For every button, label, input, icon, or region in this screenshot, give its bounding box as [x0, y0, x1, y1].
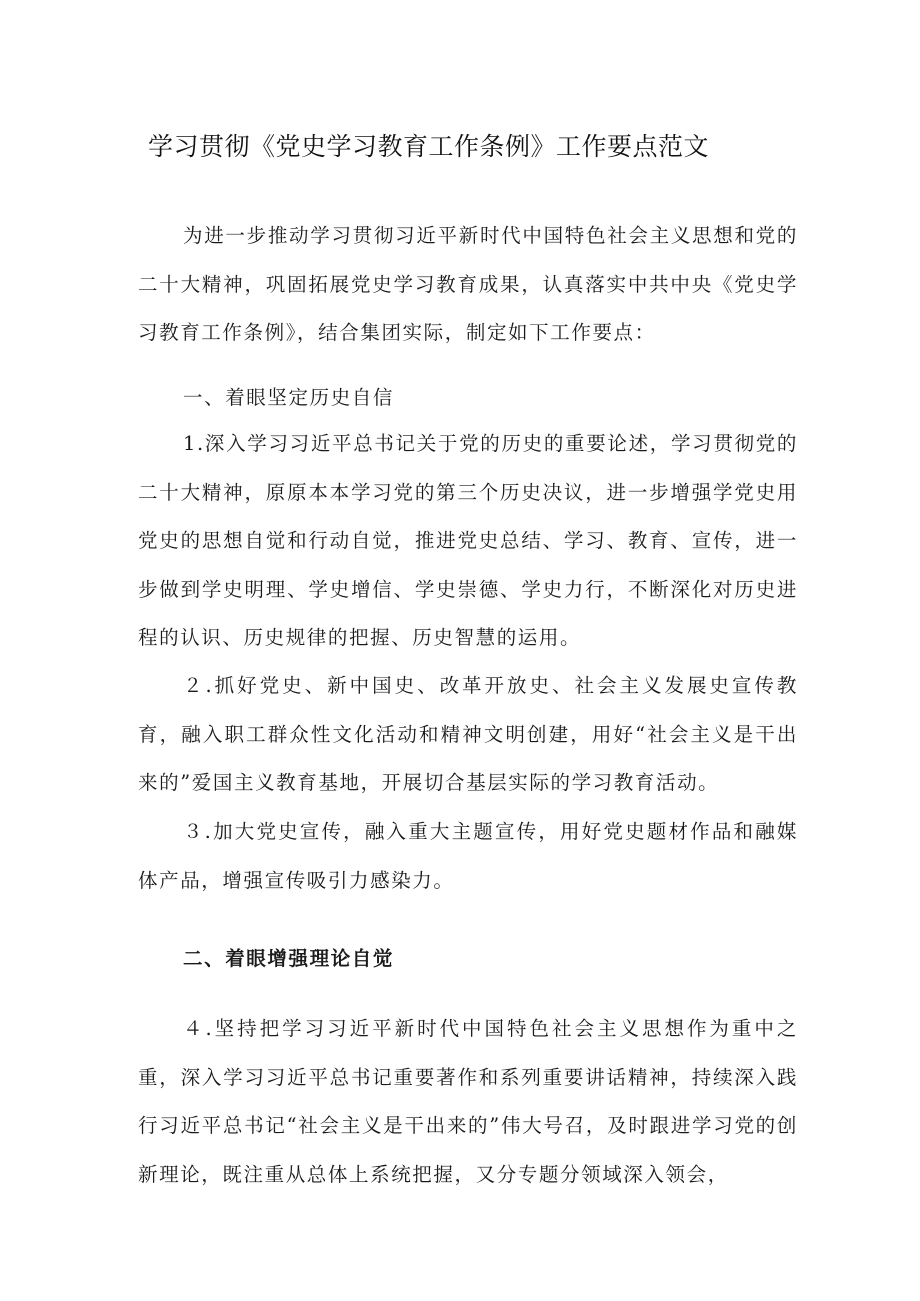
- section-one-heading: 一、着眼坚定历史自信: [183, 386, 395, 409]
- item-2-paragraph: ２.抓好党史、新中国史、改革开放史、社会主义发展史宣传教育，融入职工群众性文化活动和精神文明创建，用好“社会主义是干出来的”爱国主义教育基地，开展切合基层实际的学习教育活动。: [138, 674, 798, 794]
- item-4-paragraph: ４.坚持把学习习近平新时代中国特色社会主义思想作为重中之重，深入学习习近平总书记重要著作和系列重要讲话精神，持续深入践行习近平总书记“社会主义是干出来的”伟大号召，及时跟进学习党的创新理论，既注重从总体上系统把握，又分专题分领域深入领会，: [138, 1017, 798, 1186]
- item-1-paragraph: 1.深入学习习近平总书记关于党的历史的重要论述，学习贯彻党的二十大精神，原原本本学习党的第三个历史决议，进一步增强学党史用党史的思想自觉和行动自觉，推进党史总结、学习、教育、宣传，进一步做到学史明理、学史增信、学史崇德、学史力行，不断深化对历史进程的认识、历史规律的把握、历史智慧的运用。: [138, 432, 798, 649]
- document-title: 学习贯彻《党史学习教育工作条例》工作要点范文: [148, 132, 710, 161]
- item-3-paragraph: ３.加大党史宣传，融入重大主题宣传，用好党史题材作品和融媒体产品，增强宣传吸引力感染力。: [138, 820, 798, 892]
- section-two-heading: 二、着眼增强理论自觉: [183, 947, 395, 970]
- intro-paragraph: 为进一步推动学习贯彻习近平新时代中国特色社会主义思想和党的二十大精神，巩固拓展党史学习教育成果，认真落实中共中央《党史学习教育工作条例》，结合集团实际，制定如下工作要点：: [138, 224, 798, 344]
